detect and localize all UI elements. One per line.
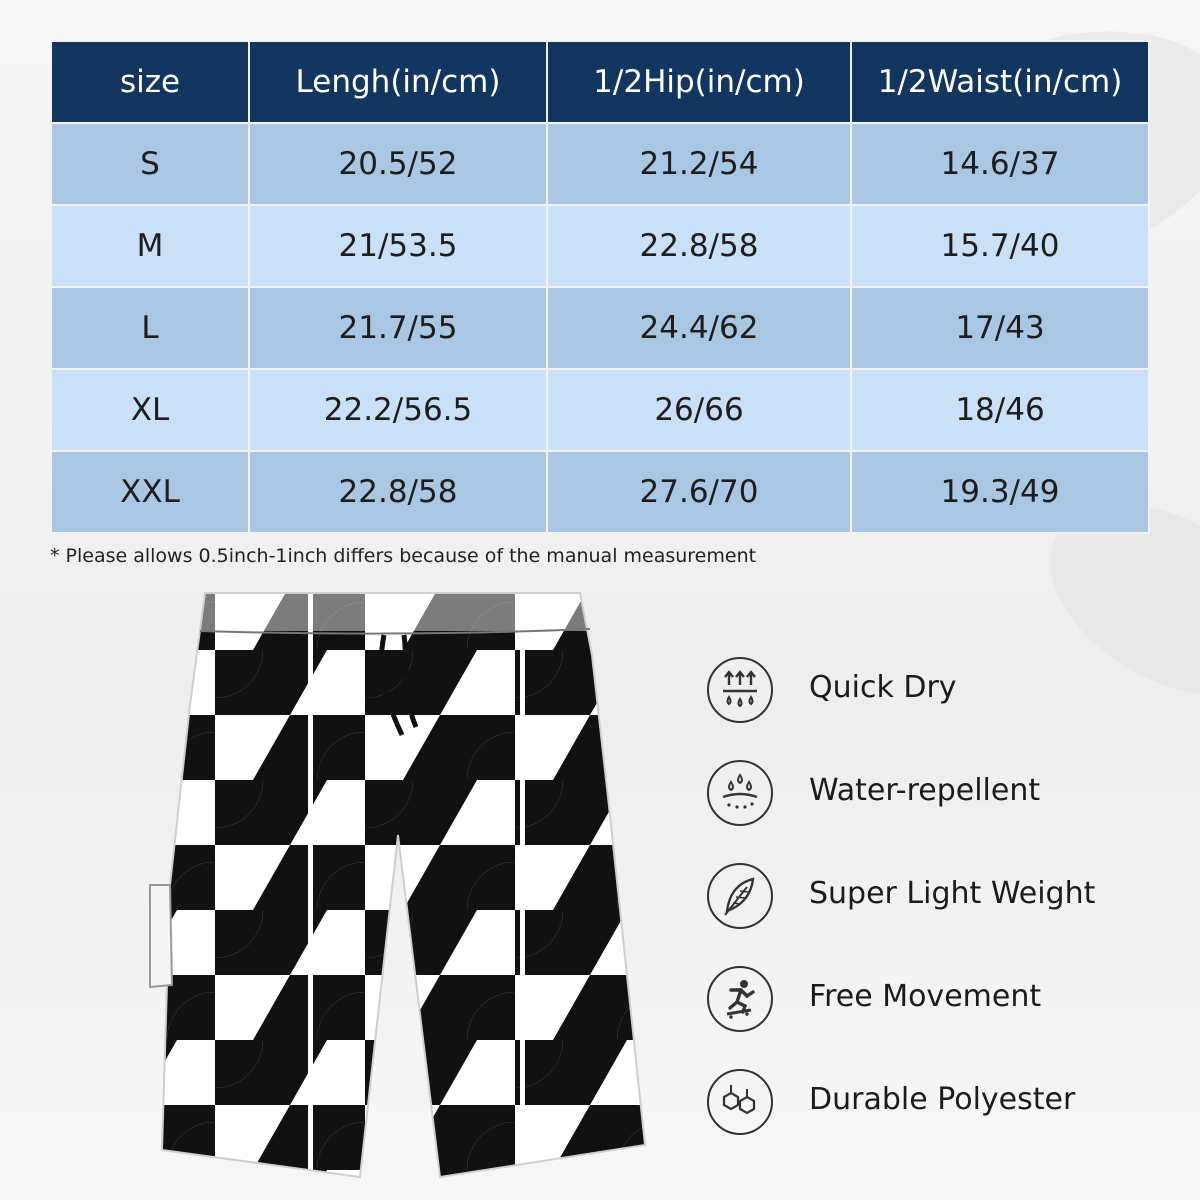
- feature-item: [705, 1062, 1175, 1165]
- molecule-icon: [707, 1069, 773, 1135]
- feature-label: Water-repellent: [809, 773, 1041, 808]
- cell-half-waist: 17/43: [851, 287, 1149, 369]
- cell-half-waist: 19.3/49: [851, 451, 1149, 533]
- header-half-waist: 1/2Waist(in/cm): [851, 41, 1149, 123]
- measurement-note: * Please allows 0.5inch-1inch differs because of the manual measurement: [50, 545, 757, 567]
- cell-size: XXL: [51, 451, 249, 533]
- cell-half-hip: 22.8/58: [547, 205, 851, 287]
- board-shorts-illustration: [140, 585, 660, 1185]
- cell-length: 22.2/56.5: [249, 369, 547, 451]
- feature-label: Free Movement: [809, 979, 1042, 1014]
- cell-half-hip: 24.4/62: [547, 287, 851, 369]
- cell-length: 22.8/58: [249, 451, 547, 533]
- cell-size: L: [51, 287, 249, 369]
- size-chart-table: [50, 40, 1150, 534]
- feather-icon: [707, 863, 773, 929]
- cell-size: XL: [51, 369, 249, 451]
- cell-size: M: [51, 205, 249, 287]
- feature-list: [705, 650, 1175, 1165]
- table-row: [51, 287, 1149, 369]
- feature-item: [705, 753, 1175, 856]
- table-row: [51, 451, 1149, 533]
- cell-half-waist: 14.6/37: [851, 123, 1149, 205]
- table-header-row: [51, 41, 1149, 123]
- table-row: [51, 205, 1149, 287]
- feature-item: [705, 959, 1175, 1062]
- cell-length: 21.7/55: [249, 287, 547, 369]
- table-row: [51, 123, 1149, 205]
- cell-half-waist: 15.7/40: [851, 205, 1149, 287]
- feature-label: Quick Dry: [809, 670, 957, 705]
- cell-length: 20.5/52: [249, 123, 547, 205]
- feature-label: Durable Polyester: [809, 1082, 1076, 1117]
- header-length: Lengh(in/cm): [249, 41, 547, 123]
- cell-half-waist: 18/46: [851, 369, 1149, 451]
- cell-half-hip: 27.6/70: [547, 451, 851, 533]
- feature-item: [705, 856, 1175, 959]
- quick-dry-icon: [707, 657, 773, 723]
- skateboarder-icon: [707, 966, 773, 1032]
- cell-length: 21/53.5: [249, 205, 547, 287]
- product-image-board-shorts: [140, 585, 660, 1185]
- water-repellent-icon: [707, 760, 773, 826]
- cell-size: S: [51, 123, 249, 205]
- header-half-hip: 1/2Hip(in/cm): [547, 41, 851, 123]
- cell-half-hip: 26/66: [547, 369, 851, 451]
- feature-label: Super Light Weight: [809, 876, 1096, 911]
- feature-item: [705, 650, 1175, 753]
- table-row: [51, 369, 1149, 451]
- header-size: size: [51, 41, 249, 123]
- cell-half-hip: 21.2/54: [547, 123, 851, 205]
